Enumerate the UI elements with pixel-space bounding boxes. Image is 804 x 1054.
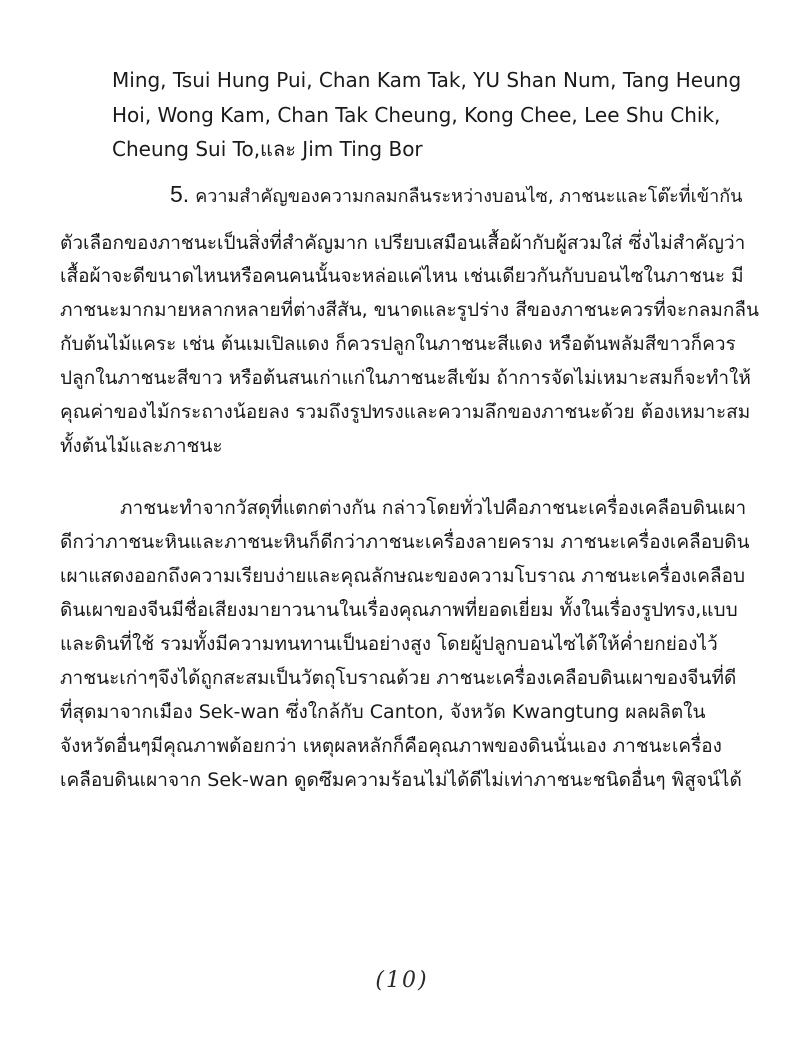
paragraph2-line-2: ดีกว่าภาชนะหินและภาชนะหินก็ดีกว่าภาชนะเครื่องลายคราม ภาชนะเครื่องเคลือบดิน <box>60 531 750 553</box>
paragraph2-line-3: เผาแสดงออกถึงความเรียบง่ายและคุณลักษณะของความโบราณ ภาชนะเครื่องเคลือบ <box>60 565 746 587</box>
paragraph1-line-5: ปลูกในภาชนะสีขาว หรือต้นสนเก่าแก่ในภาชนะสีเข้ม ถ้าการจัดไม่เหมาะสมก็จะทำให้ <box>60 367 751 389</box>
paragraph2-line-7: ที่สุดมาจากเมือง Sek-wan ซึ่งใกล้กับ Canton, จังหวัด Kwangtung ผลผลิตใน <box>60 701 706 723</box>
paragraph2-line-1: ภาชนะทำจากวัสดุที่แตกต่างกัน กล่าวโดยทั่วไปคือภาชนะเครื่องเคลือบดินเผา <box>120 497 747 519</box>
page-number: (10) <box>375 968 429 993</box>
paragraph1-line-6: คุณค่าของไม้กระถางน้อยลง รวมถึงรูปทรงและความลึกของภาชนะด้วย ต้องเหมาะสม <box>60 401 751 423</box>
section-heading <box>170 180 742 211</box>
names-line-3: Cheung Sui To,และ Jim Ting Bor <box>112 137 423 161</box>
section-number: 5. <box>170 181 190 207</box>
paragraph1-line-1: ตัวเลือกของภาชนะเป็นสิ่งที่สำคัญมาก เปรียบเสมือนเสื้อผ้ากับผู้สวมใส่ ซึ่งไม่สำคัญว่า <box>60 232 746 254</box>
paragraph2-line-9: เคลือบดินเผาจาก Sek-wan ดูดซึมความร้อนไม่ได้ดีไม่เท่าภาชนะชนิดอื่นๆ พิสูจน์ได้ <box>60 769 742 791</box>
section-title: ความสำคัญของความกลมกลืนระหว่างบอนไซ, ภาชนะและโต๊ะที่เข้ากัน <box>195 186 743 207</box>
paragraph1-line-4: กับต้นไม้แคระ เช่น ต้นเมเปิลแดง ก็ควรปลูกในภาชนะสีแดง หรือต้นพลัมสีขาวก็ควร <box>60 333 736 355</box>
paragraph2-line-8: จังหวัดอื่นๆมีคุณภาพด้อยกว่า เหตุผลหลักก็คือคุณภาพของดินนั่นเอง ภาชนะเครื่อง <box>60 735 722 757</box>
paragraph1-line-2: เสื้อผ้าจะดีขนาดไหนหรือคนคนนั้นจะหล่อแค่ไหน เช่นเดียวกันกับบอนไซในภาชนะ มี <box>60 265 744 287</box>
paragraph2-line-6: ภาชนะเก่าๆจึงได้ถูกสะสมเป็นวัตถุโบราณด้วย ภาชนะเครื่องเคลือบดินเผาของจีนที่ดี <box>60 667 737 689</box>
paragraph2-line-5: และดินที่ใช้ รวมทั้งมีความทนทานเป็นอย่างสูง โดยผู้ปลูกบอนไซได้ให้ค่ำยกย่องไว้ <box>60 633 718 655</box>
paragraph1-line-7: ทั้งต้นไม้และภาชนะ <box>60 435 223 457</box>
names-line-2: Hoi, Wong Kam, Chan Tak Cheung, Kong Chee, Lee Shu Chik, <box>112 103 721 127</box>
names-line-1: Ming, Tsui Hung Pui, Chan Kam Tak, YU Shan Num, Tang Heung <box>112 68 742 92</box>
paragraph2-line-4: ดินเผาของจีนมีชื่อเสียงมายาวนานในเรื่องคุณภาพที่ยอดเยี่ยม ทั้งในเรื่องรูปทรง,แบบ <box>60 599 738 621</box>
paragraph1-line-3: ภาชนะมากมายหลากหลายที่ต่างสีสัน, ขนาดและรูปร่าง สีของภาชนะควรที่จะกลมกลืน <box>60 299 760 321</box>
